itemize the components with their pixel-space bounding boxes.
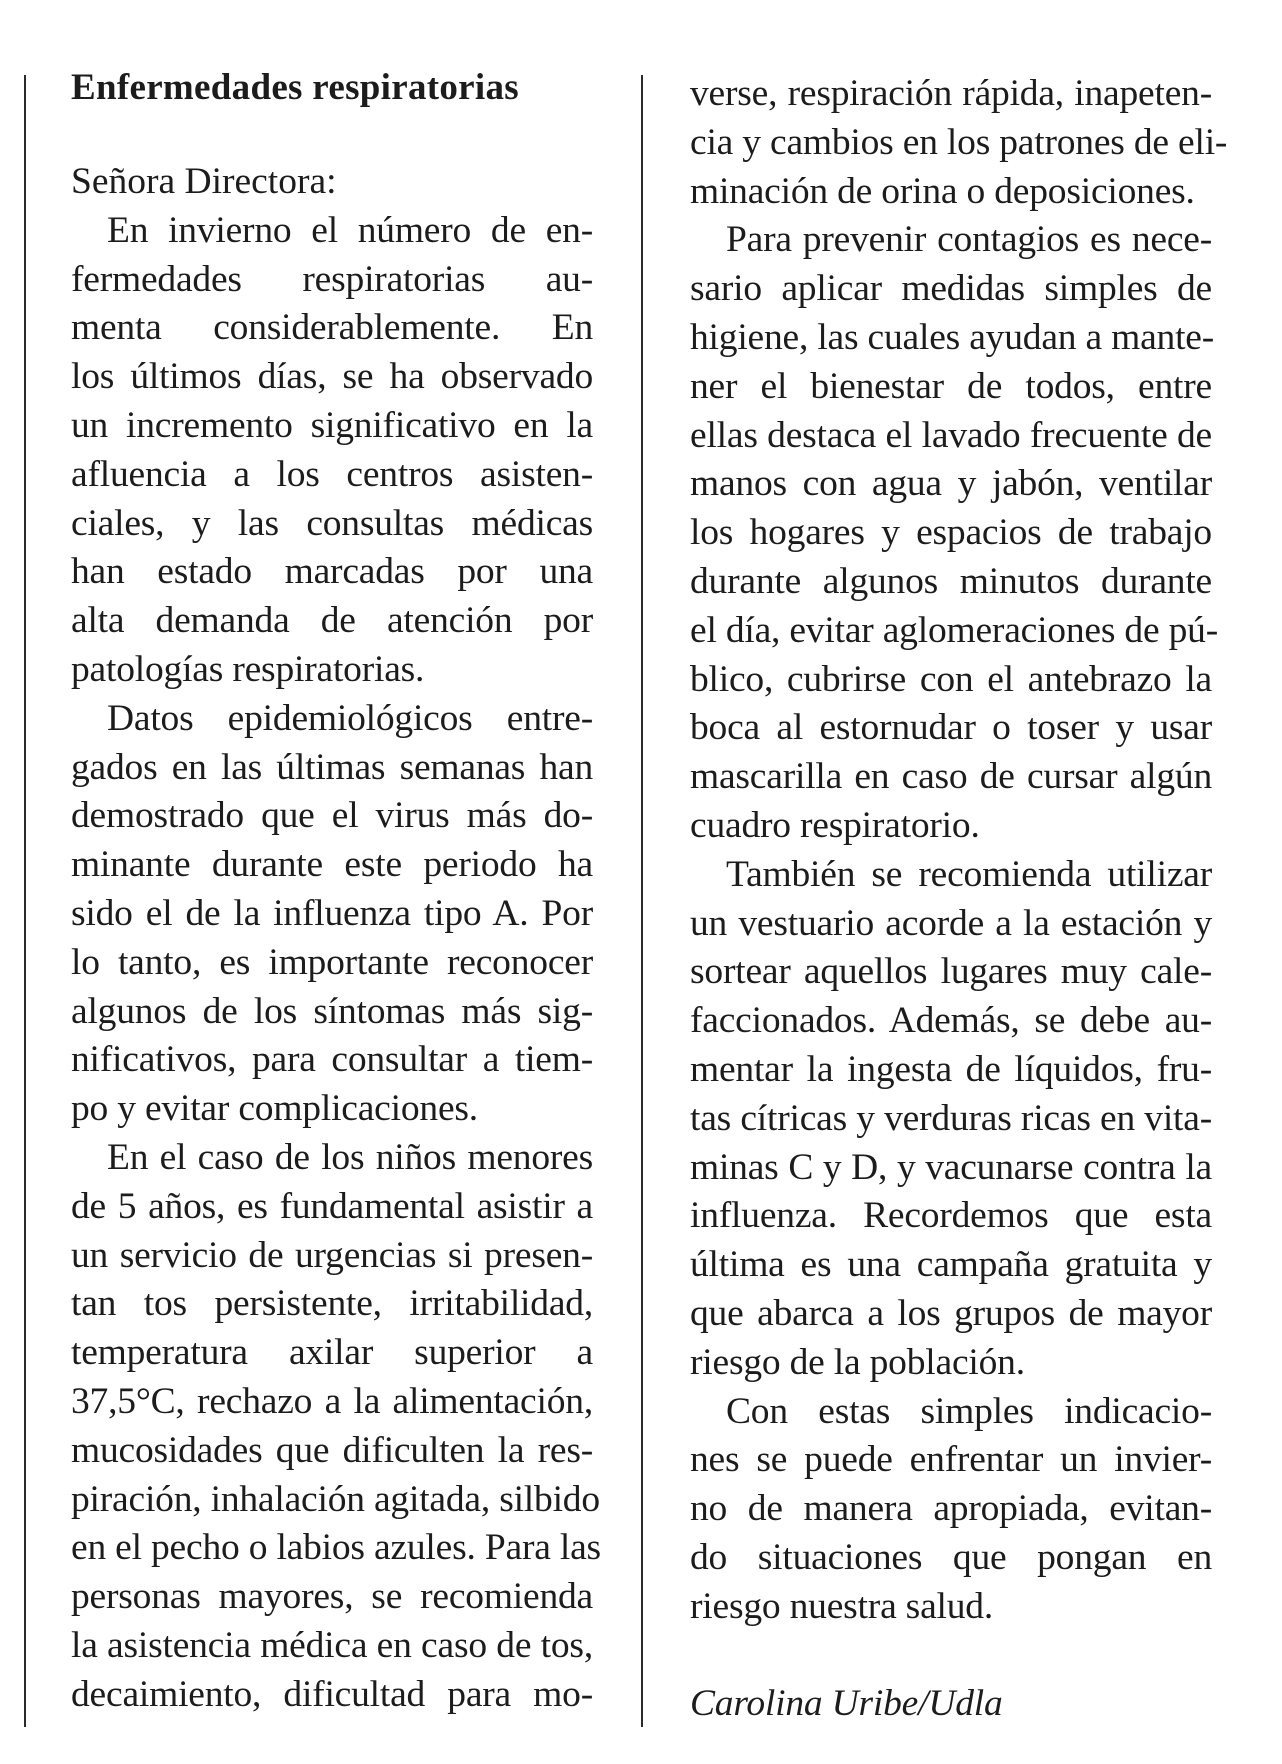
text-line: tas cítricas y verduras ricas en vita- [690,1097,1212,1139]
letter-title: Enfermedades respiratorias [71,67,519,108]
text-line: menta considerablemente. En [71,307,593,349]
text-line: verse, respiración rápida, inapeten- [690,73,1212,114]
text-line: do situaciones que pongan en [690,1536,1212,1578]
text-line: un incremento significativo en la [71,404,593,446]
text-line: nificativos, para consultar a tiem- [71,1039,593,1081]
text-line: fermedades respiratorias au- [71,258,593,300]
text-line: influenza. Recordemos que esta [690,1195,1212,1237]
text-line: Para prevenir contagios es nece- [726,219,1212,261]
text-line: mentar la ingesta de líquidos, fru- [690,1048,1212,1090]
column-divider-rule [641,75,643,1727]
text-line: algunos de los síntomas más sig- [71,990,593,1032]
spacer [690,1632,1212,1681]
text-line: durante algunos minutos durante [690,560,1212,602]
right-column [690,70,1228,1729]
text-line: Datos epidemiológicos entre- [107,697,593,739]
text-line: ellas destaca el lavado frecuente de [690,414,1212,456]
left-margin-rule [24,75,26,1727]
left-column [71,62,601,1720]
text-line: última es una campaña gratuita y [690,1244,1212,1286]
text-line: temperatura axilar superior a [71,1332,593,1374]
text-line: alta demanda de atención por [71,600,593,642]
text-line: boca al estornudar o toser y usar [690,707,1212,749]
text-line: minante durante este periodo ha [71,844,593,886]
text-line: sido el de la influenza tipo A. Por [71,892,593,934]
text-line: sario aplicar medidas simples de [690,268,1212,310]
text-line: patologías respiratorias. [71,648,425,690]
text-line: la asistencia médica en caso de tos, [71,1624,593,1666]
text-line: manos con agua y jabón, ventilar [690,463,1212,505]
text-line: tan tos persistente, irritabilidad, [71,1283,593,1325]
text-line: minación de orina o deposiciones. [690,170,1195,212]
text-line: en el pecho o labios azules. Para las [71,1527,601,1569]
text-line: cuadro respiratorio. [690,804,980,846]
text-line: minas C y D, y vacunarse contra la [690,1146,1212,1188]
text-line: afluencia a los centros asisten- [71,453,593,495]
text-line: han estado marcadas por una [71,551,593,593]
text-line: ner el bienestar de todos, entre [690,365,1212,407]
text-line: los últimos días, se ha observado [71,356,593,398]
text-line: los hogares y espacios de trabajo [690,512,1212,554]
text-line: lo tanto, es importante reconocer [71,941,593,983]
text-line: de 5 años, es fundamental asistir a [71,1185,593,1227]
text-line: riesgo nuestra salud. [690,1585,994,1627]
text-line: En el caso de los niños menores [107,1136,593,1178]
salutation: Señora Directora: [71,161,337,202]
text-line: riesgo de la población. [690,1341,1025,1383]
text-line: mucosidades que dificulten la res- [71,1429,593,1471]
text-line: no de manera apropiada, evitan- [690,1488,1212,1530]
text-line: un vestuario acorde a la estación y [690,902,1212,944]
text-line: piración, inhalación agitada, silbido [71,1478,600,1520]
text-line: sortear aquellos lugares muy cale- [690,951,1212,993]
text-line: personas mayores, se recomienda [71,1576,593,1618]
text-line: ciales, y las consultas médicas [71,502,593,544]
text-line: cia y cambios en los patrones de eli- [690,121,1228,163]
text-line: nes se puede enfrentar un invier- [690,1439,1212,1481]
text-line: demostrado que el virus más do- [71,795,593,837]
text-line: gados en las últimas semanas han [71,746,593,788]
text-line: mascarilla en caso de cursar algún [690,756,1212,798]
text-line: blico, cubrirse con el antebrazo la [690,658,1212,700]
text-line: faccionados. Además, se debe au- [690,1000,1212,1042]
text-line: En invierno el número de en- [107,209,593,251]
text-line: un servicio de urgencias si presen- [71,1234,593,1276]
text-line: También se recomienda utilizar [726,853,1212,895]
text-line: Con estas simples indicacio- [726,1390,1212,1432]
text-line: 37,5°C, rechazo a la alimentación, [71,1380,593,1422]
text-line: po y evitar complicaciones. [71,1088,478,1130]
text-line: decaimiento, dificultad para mo- [71,1673,593,1715]
text-line: el día, evitar aglomeraciones de pú- [690,609,1218,651]
text-line: higiene, las cuales ayudan a mante- [690,316,1215,358]
signature: Carolina Uribe/Udla [690,1683,1003,1725]
text-line: que abarca a los grupos de mayor [690,1292,1212,1334]
